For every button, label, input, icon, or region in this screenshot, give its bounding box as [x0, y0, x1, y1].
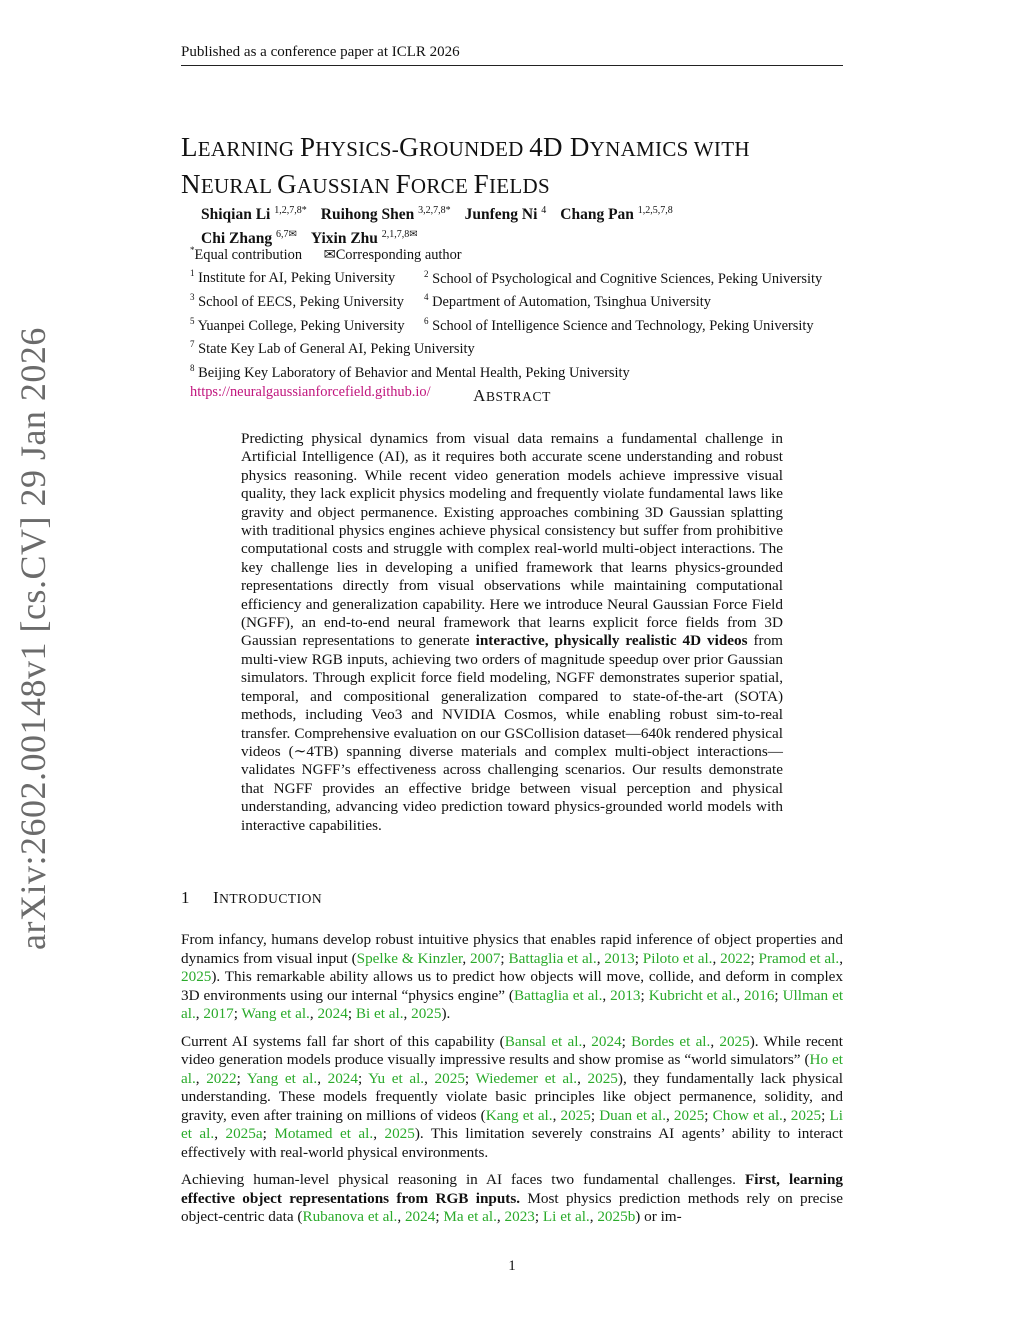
citation-link[interactable]: Yu et al. [368, 1069, 425, 1087]
citation-link[interactable]: 2025 [434, 1069, 465, 1087]
title-line-2: NEURAL GAUSSIAN FORCE FIELDS [181, 169, 550, 199]
citation-link[interactable]: Ma et al. [443, 1208, 497, 1225]
author-name: Chi Zhang $^{6,7✉}$ [201, 229, 297, 248]
equal-contribution-note: Equal contribution [194, 246, 303, 263]
affiliation-item: $^2$ School of Psychological and Cognitive Sciences, Peking University [424, 268, 823, 287]
citation-link[interactable]: Bansal et al. [504, 1032, 583, 1050]
citation-link[interactable]: Yang et al. [246, 1069, 318, 1087]
citation-link[interactable]: 2024 [327, 1069, 358, 1087]
citation-link[interactable]: 2025 [560, 1106, 591, 1124]
affiliation-item: $^4$ Department of Automation, Tsinghua University [424, 292, 711, 310]
affiliations [190, 241, 850, 401]
citation-link[interactable]: 2023 [504, 1208, 535, 1225]
body-paragraph: Achieving human-level physical reasoning in AI faces two fundamental challenges. First, learning effective object representations from RGB inputs. Most physics prediction methods rely on precise object-centric data (Rubanova et al., 2024; Ma et al., 2023; Li et al., 2025b) or im- [181, 1171, 843, 1225]
citation-link[interactable]: 2024 [591, 1032, 622, 1050]
body-paragraph: Current AI systems fall far short of this capability (Bansal et al., 2024; Bordes et al., 2025). While recent video generation models produce visually impressive results and show promise as “world simulators” (Ho et al., 2022; Yang et al., 2024; Yu et al., 2025; Wiedemer et al., 2025), they fundamentally lack physical understanding. These models frequently violate basic principles like object permanence, solidity, and gravity, even after training on millions of videos (Kang et al., 2025; Duan et al., 2025; Chow et al., 2025; Li et al., 2025a; Motamed et al., 2025). This limitation severely constrains AI agents’ ability to interact effectively with real-world physical environments. [181, 1032, 844, 1161]
citation-link[interactable]: 2022 [206, 1069, 237, 1087]
citation-link[interactable]: 2024 [317, 1005, 348, 1022]
introduction-body [181, 931, 843, 1236]
paper-title [181, 130, 861, 204]
citation-link[interactable]: Motamed et al. [274, 1125, 374, 1142]
affiliation-item: $^3$ School of EECS, Peking University [190, 292, 404, 310]
citation-link[interactable]: Bordes et al. [631, 1032, 711, 1050]
citation-link[interactable]: 2025 [181, 968, 212, 985]
citation-link[interactable]: 2025b [597, 1208, 636, 1225]
citation-link[interactable]: Chow et al. [712, 1106, 783, 1124]
affiliation-item: $^6$ School of Intelligence Science and Technology, Peking University [424, 315, 814, 334]
author-name: Yixin Zhu $^{2,1,7,8✉}$ [310, 229, 418, 248]
citation-link[interactable]: 2013 [604, 949, 635, 967]
citation-link[interactable]: Wiedemer et al. [475, 1069, 578, 1087]
author-name: Ruihong Shen $^{3,2,7,8*}$ [320, 205, 451, 224]
citation-link[interactable]: Kubricht et al. [648, 986, 737, 1004]
page-number: 1 [508, 1258, 516, 1274]
citation-link[interactable]: Rubanova et al. [302, 1208, 398, 1225]
citation-link[interactable]: 2007 [470, 949, 501, 967]
citation-link[interactable]: Bi et al. [355, 1005, 404, 1022]
arxiv-identifier: arXiv:2602.00148v1 [cs.CV] 29 Jan 2026 [13, 327, 53, 950]
citation-link[interactable]: 2025 [411, 1005, 442, 1022]
citation-link[interactable]: Battaglia et al. [513, 986, 603, 1004]
citation-link[interactable]: 2025 [719, 1032, 750, 1050]
author-row-1 [201, 201, 687, 225]
citation-link[interactable]: 2025 [673, 1106, 705, 1124]
body-paragraph: From infancy, humans develop robust intuitive physics that enables rapid inference of object properties and dynamics from visual input (Spelke & Kinzler, 2007; Battaglia et al., 2013; Piloto et al., 2022; Pramod et al., 2025). This remarkable ability allows us to predict how objects will move, collide, and deform in complex 3D environments using our internal “physics engine” (Battaglia et al., 2013; Kubricht et al., 2016; Ullman et al., 2017; Wang et al., 2024; Bi et al., 2025). [181, 931, 844, 1022]
citation-link[interactable]: 2025 [384, 1125, 415, 1142]
citation-link[interactable]: 2025 [790, 1106, 822, 1124]
citation-link[interactable]: 2017 [203, 1005, 234, 1022]
abstract-highlight: interactive, physically realistic 4D videos [475, 632, 748, 650]
citation-link[interactable]: 2024 [404, 1208, 436, 1225]
abstract-heading: ABSTRACT [473, 386, 551, 405]
corresponding-author-note: Corresponding author [335, 246, 462, 263]
author-name: Junfeng Ni $^4$ [464, 205, 547, 224]
citation-link[interactable]: Duan et al. [599, 1106, 667, 1124]
citation-link[interactable]: 2025a [225, 1125, 263, 1142]
running-header: Published as a conference paper at ICLR 2026 [181, 44, 843, 66]
citation-link[interactable]: Li et al. [542, 1208, 590, 1225]
author-name: Chang Pan $^{1,2,5,7,8}$ [560, 205, 673, 224]
affiliation-item: $^7$ State Key Lab of General AI, Peking University [190, 339, 475, 358]
title-line-1: LEARNING PHYSICS-GROUNDED 4D DYNAMICS WITH [181, 132, 750, 162]
citation-link[interactable]: Battaglia et al. [508, 949, 597, 967]
citation-link[interactable]: Ullman et al. [181, 986, 844, 1022]
citation-link[interactable]: 2025 [587, 1069, 618, 1087]
affiliation-item: $^8$ Beijing Key Laboratory of Behavior and Mental Health, Peking University [190, 362, 630, 381]
citation-link[interactable]: Li et al. [181, 1106, 843, 1142]
project-page-link[interactable]: https://neuralgaussianforcefield.github.io/ [190, 383, 431, 400]
contribution-notes: *Equal contribution ✉Corresponding author [190, 245, 462, 263]
citation-link[interactable]: Kang et al. [485, 1106, 553, 1124]
citation-link[interactable]: 2016 [744, 986, 775, 1004]
affiliation-item: $^5$ Yuanpei College, Peking University [190, 315, 405, 334]
citation-link[interactable]: 2022 [720, 949, 751, 967]
citation-link[interactable]: Spelke & Kinzler [356, 949, 463, 967]
envelope-icon: ✉ [323, 246, 336, 263]
author-name: Shiqian Li $^{1,2,7,8*}$ [201, 205, 307, 224]
citation-link[interactable]: Piloto et al. [642, 949, 713, 967]
citation-link[interactable]: Pramod et al. [758, 949, 840, 967]
affiliation-item: $^1$ Institute for AI, Peking University [190, 268, 396, 287]
section-heading-introduction: 1 INTRODUCTION [181, 888, 323, 907]
abstract-text: Predicting physical dynamics from visual data remains a fundamental challenge in Artificial Intelligence (AI), as it requires both accurate scene understanding and robust physics reasoning. While recent video generation models achieve impressive visual quality, they lack explicit physics modeling and frequently violate fundamental laws like gravity and object permanence. Existing approaches combining 3D Gaussian splatting with traditional physics engines achieve physical consistency but suffer from prohibitive computational costs and struggle with complex real-world multi-object interactions. The key challenge lies in developing a unified framework that learns physics-grounded representations directly from visual observations while maintaining computational efficiency and generalization capability. Here we introduce Neural Gaussian Force Field (NGFF), an end-to-end neural framework that learns explicit force fields from 3D Gaussian representations to generate interactive, physically realistic 4D videos from multi-view RGB inputs, achieving two orders of magnitude speedup over prior Gaussian simulators. Through explicit force field modeling, NGFF demonstrates superior spatial, temporal, and compositional generalization compared to state-of-the-art (SOTA) methods, including Veo3 and NVIDIA Cosmos, while enabling robust sim-to-real transfer. Comprehensive evaluation on our GSCollision dataset—640k rendered physical videos (∼4TB) spanning diverse materials and complex multi-object interactions—validates NGFF’s effectiveness across challenging scenarios. Our results demonstrate that NGFF provides an effective bridge between visual perception and physical understanding, advancing video prediction toward physics-grounded world models with interactive capabilities. [241, 430, 783, 834]
citation-link[interactable]: Ho et al. [181, 1051, 843, 1087]
citation-link[interactable]: 2013 [610, 986, 641, 1004]
citation-link[interactable]: Wang et al. [241, 1005, 310, 1022]
